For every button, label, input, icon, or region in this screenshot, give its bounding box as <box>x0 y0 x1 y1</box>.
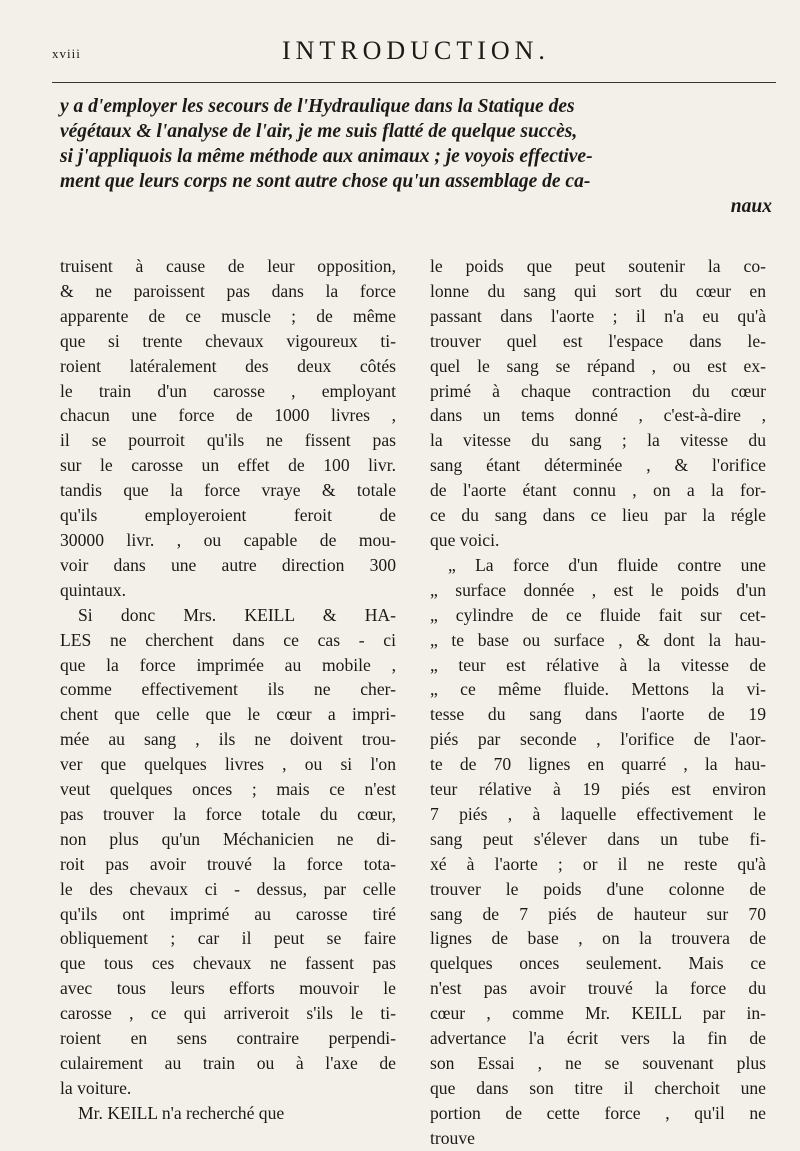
text-line: sur le carosse un effet de 100 livr. <box>60 455 396 476</box>
quote-line: si j'appliquois la même méthode aux animaux ; je voyois effective- <box>60 146 593 167</box>
text-line: xé à l'aorte ; or il ne reste qu'à <box>430 853 766 874</box>
text-line: cœur , comme Mr. KEILL par in- <box>430 1003 766 1024</box>
text-line: sang de 7 piés de hauteur sur 70 <box>430 903 766 924</box>
text-line: que tous ces chevaux ne fassent pas <box>60 953 396 974</box>
text-line: 7 piés , à laquelle effectivement le <box>430 803 766 824</box>
text-line: chent que celle que le cœur a impri- <box>60 704 396 725</box>
text-line: piés par seconde , l'orifice de l'aor- <box>430 729 766 750</box>
text-line: roient latéralement des deux côtés <box>60 355 396 376</box>
quote-line: y a d'employer les secours de l'Hydraulique dans la Statique des <box>60 96 575 117</box>
text-line: non plus qu'un Méchanicien ne di- <box>60 828 396 849</box>
text-line: de l'aorte étant connu , on a la for- <box>430 480 766 501</box>
text-line: avec tous leurs efforts mouvoir le <box>60 978 396 999</box>
text-line: „ teur est rélative à la vitesse de <box>430 654 766 675</box>
text-line: „ cylindre de ce fluide fait sur cet- <box>430 604 766 625</box>
text-line: 30000 livr. , ou capable de mou- <box>60 529 396 550</box>
epigraph-quote <box>60 94 772 219</box>
text-line: passant dans l'aorte ; il n'a eu qu'à <box>430 305 766 326</box>
text-line: Si donc Mrs. KEILL & HA- <box>78 604 396 625</box>
header-rule <box>52 82 776 83</box>
text-line: quelques onces seulement. Mais ce <box>430 953 766 974</box>
text-line: quintaux. <box>60 579 126 600</box>
text-line: voir dans une autre direction 300 <box>60 554 396 575</box>
text-line: trouver le poids d'une colonne de <box>430 878 766 899</box>
text-line: que la force imprimée au mobile , <box>60 654 396 675</box>
page-folio: xviii <box>52 46 81 61</box>
text-line: la vitesse du sang ; la vitesse du <box>430 430 766 451</box>
text-line: lonne du sang qui sort du cœur en <box>430 280 766 301</box>
text-line: primé à chaque contraction du cœur <box>430 380 766 401</box>
text-line: roient en sens contraire perpendi- <box>60 1028 396 1049</box>
text-line: que voici. <box>430 529 500 550</box>
text-line: portion de cette force , qu'il ne <box>430 1102 766 1123</box>
text-line: le des chevaux ci - dessus, par celle <box>60 878 396 899</box>
text-line: qu'ils ont imprimé au carosse tiré <box>60 903 396 924</box>
page-header <box>52 36 772 76</box>
quote-line: naux <box>730 196 772 217</box>
text-line: comme effectivement ils ne cher- <box>60 679 396 700</box>
quote-line: ment que leurs corps ne sont autre chose qu'un assemblage de ca- <box>60 171 591 192</box>
text-line: que dans son titre il cherchoit une <box>430 1077 766 1098</box>
text-line: apparente de ce muscle ; de même <box>60 305 396 326</box>
text-line: te de 70 lignes en quarré , la hau- <box>430 754 766 775</box>
running-title: INTRODUCTION. <box>282 36 550 65</box>
text-line: le train d'un carosse , employant <box>60 380 396 401</box>
text-line: quel le sang se répand , ou est ex- <box>430 355 766 376</box>
text-line: lignes de base , on la trouvera de <box>430 928 766 949</box>
text-line: sang étant déterminée , & l'orifice <box>430 455 766 476</box>
text-line: obliquement ; car il peut se faire <box>60 928 396 949</box>
quote-line: végétaux & l'analyse de l'air, je me suis flatté de quelque succès, <box>60 121 578 142</box>
text-line: ce du sang dans ce lieu par la régle <box>430 505 766 526</box>
text-line: il se pourroit qu'ils ne fissent pas <box>60 430 396 451</box>
right-text-column <box>430 254 766 1151</box>
text-line: tandis que la force vraye & totale <box>60 480 396 501</box>
text-line: qu'ils employeroient feroit de <box>60 505 396 526</box>
text-line: veut quelques onces ; mais ce n'est <box>60 779 396 800</box>
text-line: pas trouver la force totale du cœur, <box>60 803 396 824</box>
text-line: ver que quelques livres , ou si l'on <box>60 754 396 775</box>
text-line: trouver quel est l'espace dans le- <box>430 330 766 351</box>
text-line: advertance l'a écrit vers la fin de <box>430 1028 766 1049</box>
text-line: teur rélative à 19 piés est environ <box>430 779 766 800</box>
text-line: dans un tems donné , c'est-à-dire , <box>430 405 766 426</box>
text-line: LES ne cherchent dans ce cas - ci <box>60 629 396 650</box>
text-line: son Essai , ne se souvenant plus <box>430 1053 766 1073</box>
text-line: la voiture. <box>60 1077 132 1098</box>
text-line: Mr. KEILL n'a recherché que <box>78 1102 285 1123</box>
text-line: que si trente chevaux vigoureux ti- <box>60 330 396 351</box>
text-line: sang peut s'élever dans un tube fi- <box>430 828 766 849</box>
text-line: chacun une force de 1000 livres , <box>60 405 396 426</box>
text-line: truisent à cause de leur opposition, <box>60 256 396 276</box>
text-line: le poids que peut soutenir la co- <box>430 256 766 276</box>
text-line: roit pas avoir trouvé la force tota- <box>60 853 396 874</box>
text-line: trouve <box>430 1127 475 1148</box>
text-line: mée au sang , ils ne doivent trou- <box>60 729 396 750</box>
text-line: „ La force d'un fluide contre une <box>448 554 766 575</box>
left-text-column <box>60 254 396 1126</box>
text-line: „ surface donnée , est le poids d'un <box>430 579 766 600</box>
text-line: „ te base ou surface , & dont la hau- <box>430 629 766 650</box>
text-line: carosse , ce qui arriveroit s'ils le ti- <box>60 1003 396 1024</box>
text-line: & ne paroissent pas dans la force <box>60 280 396 301</box>
text-line: „ ce même fluide. Mettons la vi- <box>430 679 766 700</box>
text-line: culairement au train ou à l'axe de <box>60 1053 396 1073</box>
text-line: tesse du sang dans l'aorte de 19 <box>430 704 766 725</box>
text-line: n'est pas avoir trouvé la force du <box>430 978 766 999</box>
